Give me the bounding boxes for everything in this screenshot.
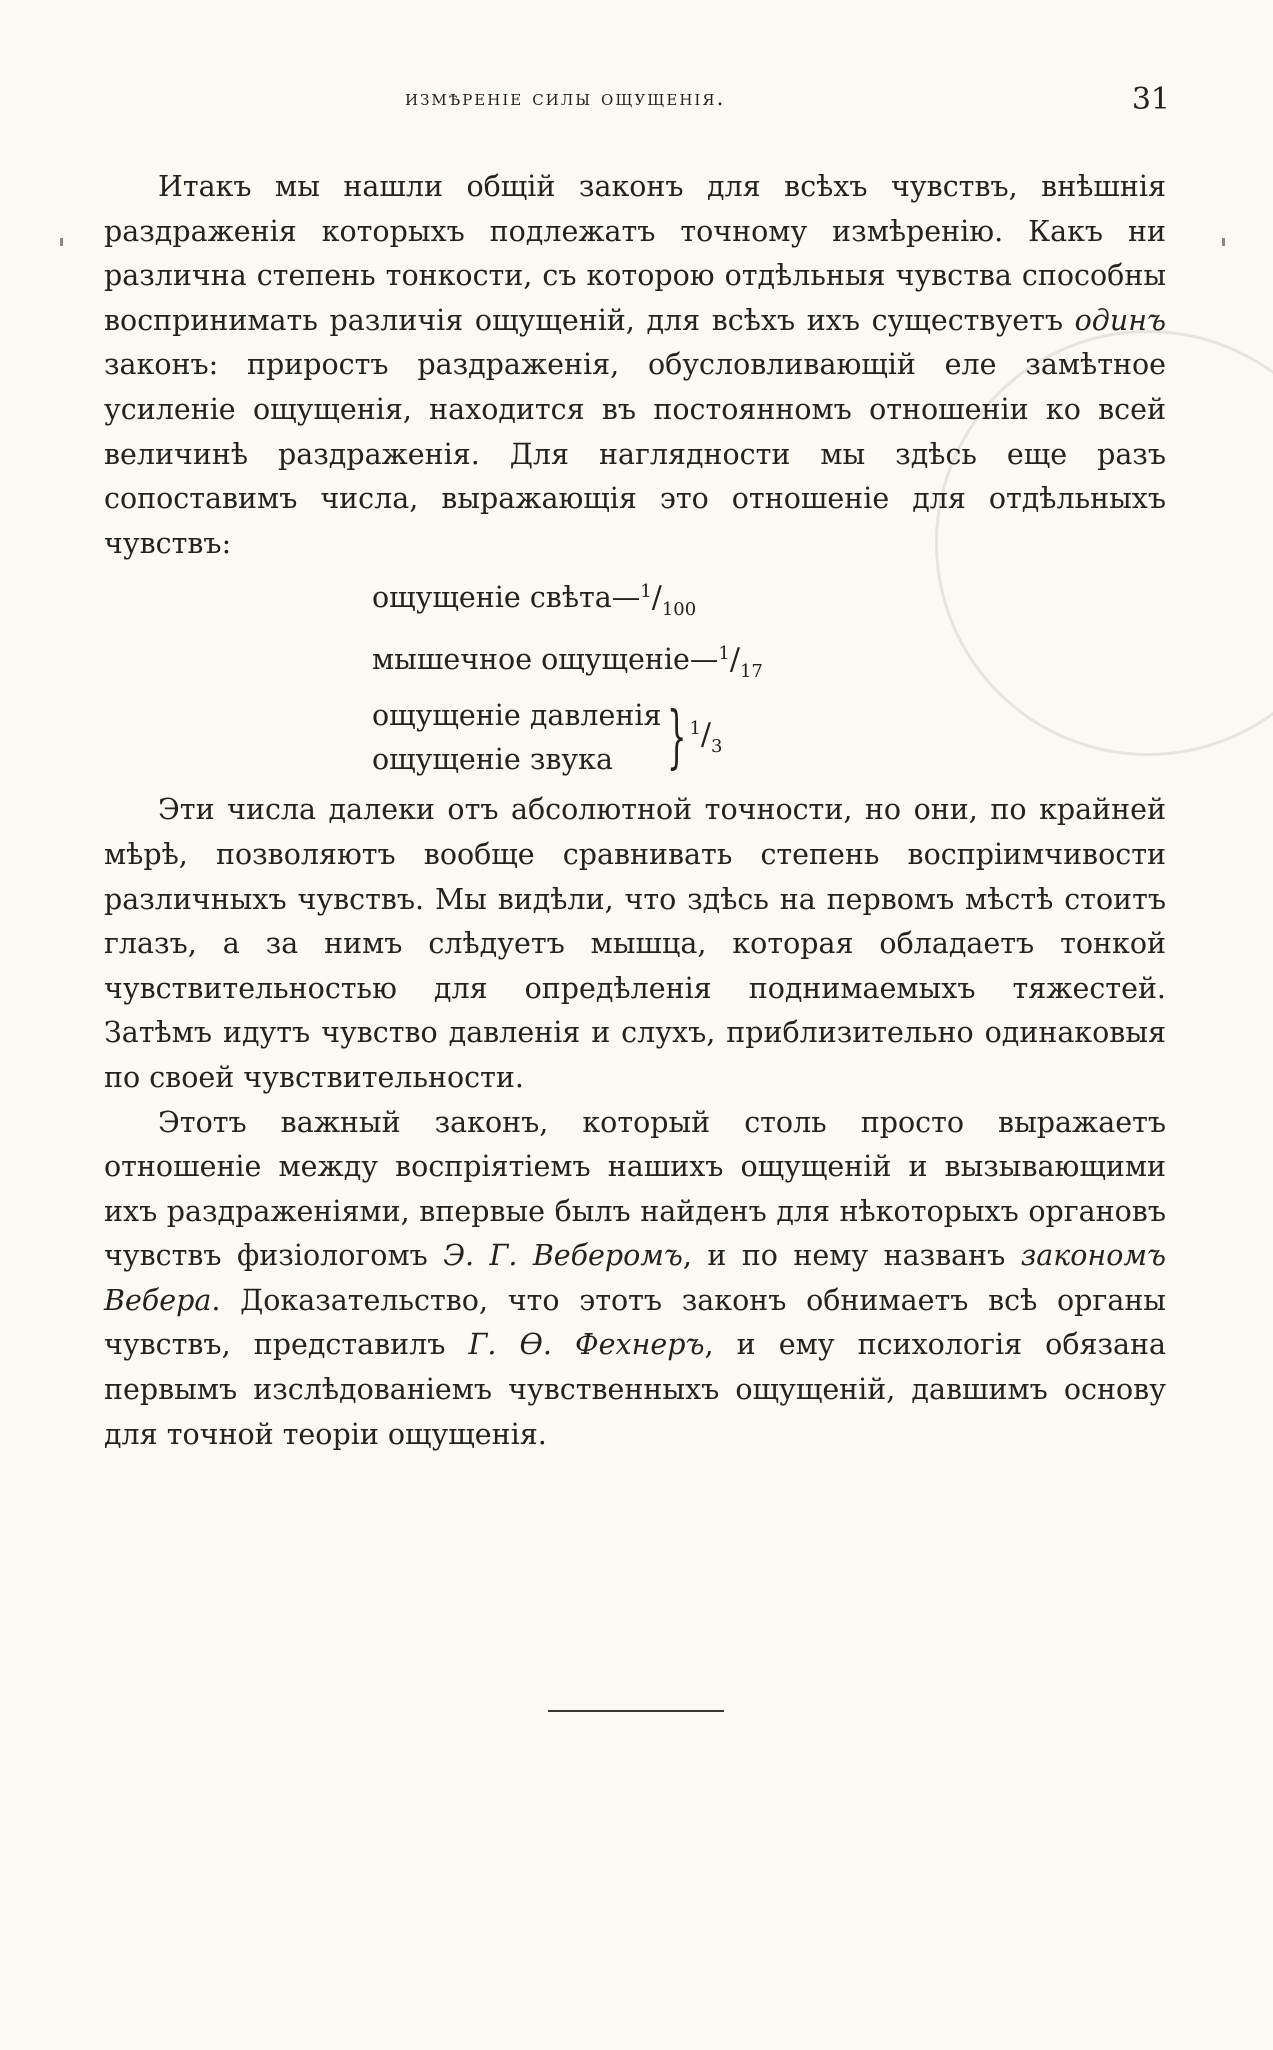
fraction-numerator: 1 <box>640 581 652 603</box>
margin-speck <box>60 238 63 246</box>
fraction-numerator: 1 <box>718 643 730 665</box>
fraction: $^1/_{17}$ <box>718 642 763 683</box>
right-brace: } <box>667 698 687 778</box>
fraction-numerator: 1 <box>689 718 701 740</box>
table-group-pressure-sound <box>372 694 1166 782</box>
row-label-sound: ощущеніе звука <box>372 743 613 777</box>
body-text <box>104 165 1166 1457</box>
margin-speck <box>1222 238 1225 246</box>
emphasis-weber-law: закономъ Вебера <box>104 1239 1166 1317</box>
fraction: $^1/_3$ <box>689 717 723 758</box>
page-number: 31 <box>1131 82 1170 117</box>
row-label: мышечное ощущеніе— <box>372 643 719 677</box>
page-header <box>100 82 1170 122</box>
fraction: $^1/_{100}$ <box>640 580 697 621</box>
emphasis-one: одинъ <box>1074 303 1166 337</box>
paragraph-comparison: Эти числа далеки отъ абсолютной точности, но они, по крайней мѣрѣ, позволяютъ вообще сравнивать степень воспріимчивости различныхъ чувствъ. Мы видѣли, что здѣсь на первомъ мѣстѣ стоитъ глазъ, а за нимъ слѣдуетъ мышца, которая обладаетъ тонкой чувствительностью для опредѣленія поднимаемыхъ тяжестей. Затѣмъ идутъ чувство давленія и слухъ, приблизительно одинаковыя по своей чувствительности. <box>104 793 1166 1094</box>
emphasis-fechner-name: Г. Ѳ. Фехнеръ <box>468 1328 705 1362</box>
text-run: , и ему психологія обязана первымъ изслѣдованіемъ чувственныхъ ощущеній, давшимъ основу для точной теоріи ощущенія. <box>104 1328 1166 1451</box>
table-row-light <box>372 570 1166 632</box>
row-label-pressure: ощущеніе давленія <box>372 699 662 733</box>
section-end-rule <box>548 1710 724 1712</box>
running-title: измѣреніе силы ощущенія. <box>405 86 726 111</box>
paragraph-weber-law <box>104 165 1166 566</box>
paragraph-history <box>104 1101 1166 1458</box>
text-run: , и по нему названъ <box>682 1239 1021 1273</box>
emphasis-weber-name: Э. Г. Веберомъ <box>443 1239 683 1273</box>
fraction-denominator: 17 <box>739 661 763 683</box>
group-labels <box>372 694 661 782</box>
row-label: ощущеніе свѣта— <box>372 581 641 615</box>
text-run: законъ: приростъ раздраженія, обусловливающій еле замѣтное усиленіе ощущенія, находится въ постоянномъ отношеніи ко всей величинѣ раздраженія. Для наглядности мы здѣсь еще разъ сопоставимъ числа, выражающія это отношеніе для отдѣльныхъ чувствъ: <box>104 348 1166 560</box>
table-row-muscle <box>372 632 1166 694</box>
sensitivity-table <box>372 570 1166 782</box>
text-run: Итакъ мы нашли общій законъ для всѣхъ чувствъ, внѣшнія раздраженія которыхъ подлежатъ точному измѣренію. Какъ ни различна степень тонкости, съ которою отдѣльныя чувства способны воспринимать различія ощущеній, для всѣхъ ихъ существуетъ <box>104 170 1166 337</box>
text-run: Этотъ важный законъ, который столь просто выражаетъ отношеніе между воспріятіемъ нашихъ ощущеній и вызывающими ихъ раздраженіями, впервые былъ найденъ для нѣкоторыхъ органовъ чувствъ физіологомъ <box>104 1105 1166 1273</box>
text-run: . Доказательство, что этотъ законъ обнимаетъ всѣ органы чувствъ, представилъ <box>104 1283 1166 1362</box>
fraction-denominator: 3 <box>711 736 723 758</box>
fraction-denominator: 100 <box>661 599 697 621</box>
